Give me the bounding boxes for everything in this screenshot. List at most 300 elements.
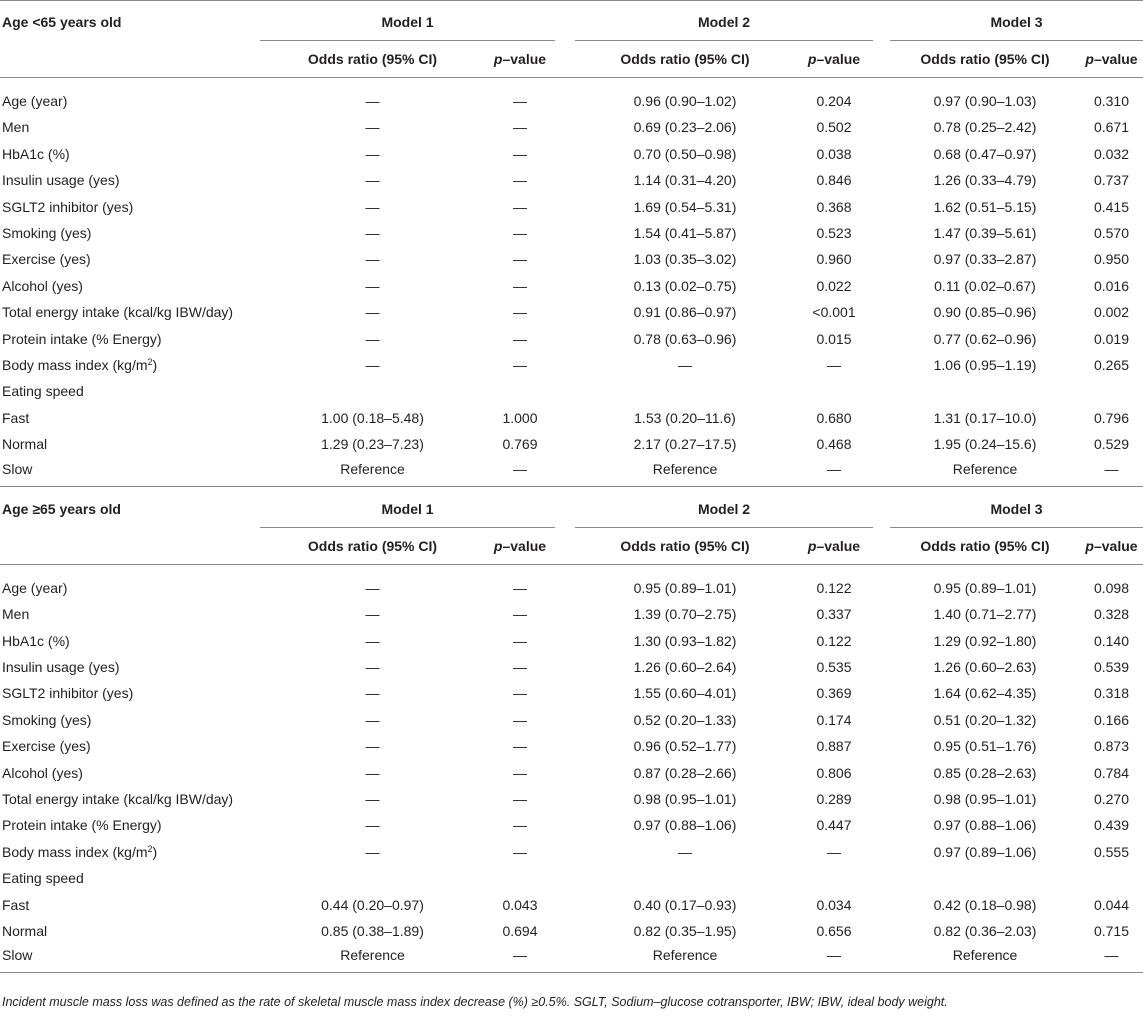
row-label-text: Men — [2, 119, 30, 136]
column-gap — [873, 760, 890, 786]
row-label — [0, 220, 260, 246]
column-gap — [873, 299, 890, 325]
model-1-or: Reference — [260, 944, 485, 973]
row-label — [0, 628, 260, 654]
row-label-text: Alcohol (yes) — [2, 277, 83, 294]
column-gap — [873, 654, 890, 680]
row-label — [0, 601, 260, 627]
model-3-or: 1.47 (0.39–5.61) — [933, 225, 1037, 242]
model-2-or: 0.96 (0.90–1.02) — [633, 93, 737, 109]
model-3-or: 0.97 (0.90–1.03) — [933, 93, 1037, 109]
column-gap — [555, 601, 575, 627]
table-row — [0, 78, 1143, 115]
model-3-p: 0.044 — [1093, 896, 1130, 913]
model-2-or: 0.70 (0.50–0.98) — [633, 145, 737, 162]
model-2-p: 0.960 — [816, 251, 852, 268]
model-2-p: — — [795, 458, 873, 487]
column-gap — [555, 220, 575, 246]
p-suffix: –value — [816, 51, 861, 67]
column-gap — [873, 78, 890, 115]
model-2-or: 0.52 (0.20–1.33) — [633, 711, 737, 728]
model-2-p: 0.022 — [816, 277, 852, 294]
table-row — [0, 892, 1143, 918]
model-3-p: 0.318 — [1093, 685, 1130, 702]
model-3-p-header — [1080, 41, 1143, 78]
model-1-or: — — [365, 738, 380, 755]
model-3-or: 0.51 (0.20–1.32) — [933, 711, 1037, 728]
model-3-p: 0.555 — [1093, 843, 1130, 860]
model-2-p: 0.369 — [816, 685, 852, 702]
model-1-header: Model 1 — [260, 486, 555, 527]
model-3-or: 0.98 (0.95–1.01) — [933, 790, 1037, 807]
p-suffix: –value — [816, 537, 861, 554]
model-2-p: — — [827, 843, 841, 860]
model-1-p: 1.000 — [502, 409, 538, 426]
model-2-p: 0.368 — [816, 198, 852, 215]
model-3-p: 0.310 — [1093, 93, 1130, 109]
row-label — [0, 405, 260, 431]
blank-header — [0, 527, 260, 564]
column-header-row — [0, 41, 1143, 78]
column-gap — [873, 431, 890, 457]
row-label-text: SGLT2 inhibitor (yes) — [2, 198, 134, 215]
model-3-p: 0.270 — [1093, 790, 1130, 807]
model-2-or: 0.87 (0.28–2.66) — [633, 764, 737, 781]
model-1-p: — — [513, 145, 527, 162]
model-2-or: 1.54 (0.41–5.87) — [633, 225, 737, 242]
model-2-or: 0.95 (0.89–1.01) — [633, 579, 737, 596]
table-row — [0, 326, 1143, 352]
model-1-p: — — [513, 93, 527, 109]
table-row — [0, 114, 1143, 140]
column-gap — [555, 405, 575, 431]
table-row — [0, 431, 1143, 457]
model-3-or: 1.26 (0.33–4.79) — [933, 172, 1037, 189]
model-2-or: Reference — [575, 944, 795, 973]
row-label-text: Total energy intake (kcal/kg IBW/day) — [2, 790, 234, 807]
table-row — [0, 141, 1143, 167]
table-row — [0, 654, 1143, 680]
model-2-or: 1.30 (0.93–1.82) — [633, 632, 737, 649]
model-2-p: — — [827, 357, 841, 374]
column-gap — [555, 865, 575, 891]
model-3-p: 0.166 — [1093, 711, 1130, 728]
model-1-p: — — [513, 764, 527, 781]
column-gap — [555, 786, 575, 812]
model-1-p: 0.769 — [502, 436, 538, 453]
p-suffix: –value — [1093, 51, 1138, 67]
row-label — [0, 944, 260, 973]
column-gap — [873, 141, 890, 167]
row-label-text: Insulin usage (yes) — [2, 658, 120, 675]
row-label-text: HbA1c (%) — [2, 145, 70, 162]
row-label — [0, 326, 260, 352]
model-2-p: 0.337 — [816, 606, 852, 623]
superscript: 2 — [147, 843, 153, 854]
row-label — [0, 680, 260, 706]
column-gap — [555, 944, 575, 973]
model-3-p: 0.140 — [1093, 632, 1130, 649]
model-1-p: — — [513, 198, 527, 215]
column-gap — [873, 486, 890, 527]
table-row — [0, 378, 1143, 404]
model-1-or: — — [365, 711, 380, 728]
column-gap — [873, 194, 890, 220]
model-3-p: 0.873 — [1093, 738, 1130, 755]
model-2-p: 0.502 — [816, 119, 852, 136]
model-1-p: — — [513, 172, 527, 189]
model-2-or: 0.96 (0.52–1.77) — [633, 738, 737, 755]
model-1-or: 1.00 (0.18–5.48) — [321, 409, 424, 426]
row-label — [0, 378, 260, 404]
model-1-or: — — [365, 198, 380, 215]
table-row — [0, 786, 1143, 812]
row-label-text: SGLT2 inhibitor (yes) — [2, 685, 134, 702]
model-1-or: — — [365, 172, 380, 189]
model-3-p: 0.439 — [1093, 817, 1130, 834]
model-2-p: 0.122 — [816, 579, 852, 596]
model-1-p: — — [513, 225, 527, 242]
table-row — [0, 601, 1143, 627]
p-suffix: –value — [502, 537, 547, 554]
column-gap — [555, 628, 575, 654]
model-1-or: — — [365, 119, 380, 136]
column-gap — [873, 0, 890, 41]
model-3-or: 0.11 (0.02–0.67) — [934, 277, 1036, 294]
model-2-p: <0.001 — [812, 304, 856, 321]
model-2-p: 0.523 — [816, 225, 852, 242]
row-label-text: Protein intake (% Energy) — [2, 330, 162, 347]
model-3-p: — — [1080, 944, 1143, 973]
model-3-p: 0.016 — [1093, 277, 1130, 294]
column-gap — [873, 944, 890, 973]
row-label-text: Exercise (yes) — [2, 738, 91, 755]
model-1-p: — — [513, 738, 527, 755]
p-italic: p — [493, 537, 503, 554]
row-label-text: Smoking (yes) — [2, 711, 92, 728]
row-label-text: Normal — [2, 922, 48, 939]
model-3-or: 0.85 (0.28–2.63) — [933, 764, 1037, 781]
model-1-or: — — [365, 304, 380, 321]
model-3-or: 1.31 (0.17–10.0) — [933, 409, 1037, 426]
column-header-row — [0, 527, 1143, 564]
row-label-text: Insulin usage (yes) — [2, 172, 120, 189]
column-gap — [873, 839, 890, 865]
model-3-p: 0.784 — [1093, 764, 1130, 781]
model-1-p — [485, 378, 555, 404]
model-3-or: 1.62 (0.51–5.15) — [933, 198, 1037, 215]
column-gap — [873, 733, 890, 759]
model-1-p: — — [513, 817, 527, 834]
model-2-p: 0.204 — [816, 93, 852, 109]
model-1-or: Reference — [260, 458, 485, 487]
model-1-p: — — [513, 606, 527, 623]
column-gap — [873, 352, 890, 378]
model-1-p: — — [513, 330, 527, 347]
column-gap — [873, 865, 890, 891]
column-gap — [873, 527, 890, 564]
column-gap — [873, 246, 890, 272]
model-2-or: 0.13 (0.02–0.75) — [633, 277, 737, 294]
model-3-p: 0.950 — [1093, 251, 1130, 268]
row-label-text: Body mass index (kg/m — [2, 357, 148, 374]
table-row — [0, 352, 1143, 378]
model-2-p: 0.887 — [816, 738, 852, 755]
model-1-p-header — [485, 527, 555, 564]
model-1-or: — — [365, 93, 380, 109]
model-1-p-header — [485, 41, 555, 78]
model-2-or: 1.53 (0.20–11.6) — [634, 409, 736, 426]
model-1-or: — — [365, 225, 380, 242]
model-1-p: — — [513, 658, 527, 675]
row-label — [0, 299, 260, 325]
table-row — [0, 918, 1143, 944]
model-3-p: 0.002 — [1093, 304, 1130, 321]
model-3-p — [1080, 378, 1143, 404]
column-gap — [873, 114, 890, 140]
model-2-or: 0.97 (0.88–1.06) — [633, 817, 737, 834]
model-1-or — [260, 865, 485, 891]
model-3-or: 1.29 (0.92–1.80) — [933, 632, 1037, 649]
row-label-text: Fast — [2, 896, 30, 913]
model-3-p: — — [1080, 458, 1143, 487]
section-header-row — [0, 0, 1143, 41]
column-gap — [873, 628, 890, 654]
model-1-p: — — [513, 711, 527, 728]
model-3-or: 1.06 (0.95–1.19) — [933, 357, 1037, 374]
model-1-or: — — [365, 790, 380, 807]
model-2-or: 1.14 (0.31–4.20) — [633, 172, 737, 189]
column-gap — [873, 786, 890, 812]
column-gap — [873, 707, 890, 733]
model-1-p: — — [513, 119, 527, 136]
row-label-text: Slow — [2, 460, 33, 477]
model-1-or: — — [365, 579, 380, 596]
table-row — [0, 299, 1143, 325]
row-label — [0, 865, 260, 891]
model-1-p: — — [513, 251, 527, 268]
model-1-or-header: Odds ratio (95% CI) — [260, 527, 485, 564]
model-1-p: — — [513, 277, 527, 294]
model-3-or: 0.82 (0.36–2.03) — [933, 922, 1037, 939]
model-2-or: — — [678, 357, 692, 374]
column-gap — [555, 378, 575, 404]
model-3-p: 0.796 — [1093, 409, 1130, 426]
model-3-or: 0.97 (0.88–1.06) — [933, 817, 1037, 834]
model-2-or: 0.78 (0.63–0.96) — [633, 330, 737, 347]
row-label-text: Age (year) — [2, 93, 68, 109]
column-gap — [873, 41, 890, 78]
model-3-header: Model 3 — [890, 0, 1143, 41]
model-1-p: 0.694 — [502, 922, 538, 939]
column-gap — [555, 707, 575, 733]
model-3-p: 0.570 — [1093, 225, 1130, 242]
superscript: 2 — [147, 357, 153, 368]
column-gap — [873, 812, 890, 838]
p-italic: p — [493, 51, 503, 67]
table-row — [0, 733, 1143, 759]
top-rule — [0, 0, 1143, 1]
column-gap — [555, 78, 575, 115]
column-gap — [555, 733, 575, 759]
column-gap — [555, 299, 575, 325]
model-2-p — [795, 865, 873, 891]
model-2-or: 1.03 (0.35–3.02) — [633, 251, 737, 268]
model-2-p: 0.468 — [816, 436, 852, 453]
row-label-text: Normal — [2, 436, 48, 453]
column-gap — [555, 141, 575, 167]
model-2-or: — — [678, 843, 692, 860]
column-gap — [555, 41, 575, 78]
model-2-or: 0.98 (0.95–1.01) — [633, 790, 737, 807]
model-2-p: 0.447 — [816, 817, 852, 834]
row-label-text: Slow — [2, 947, 33, 964]
column-gap — [873, 220, 890, 246]
row-label — [0, 458, 260, 487]
model-3-or: 0.95 (0.51–1.76) — [933, 738, 1037, 755]
row-label — [0, 707, 260, 733]
model-1-or: — — [365, 330, 380, 347]
model-2-or: 1.26 (0.60–2.64) — [633, 658, 737, 675]
model-2-p-header — [795, 527, 873, 564]
model-2-p: 0.122 — [816, 632, 852, 649]
table-row — [0, 944, 1143, 973]
model-1-p: — — [485, 458, 555, 487]
model-3-or-header: Odds ratio (95% CI) — [890, 41, 1080, 78]
model-3-p: 0.715 — [1093, 922, 1130, 939]
model-1-p: — — [513, 685, 527, 702]
column-gap — [555, 458, 575, 487]
row-label-text: Protein intake (% Energy) — [2, 817, 162, 834]
row-label — [0, 352, 260, 378]
model-2-or: 1.69 (0.54–5.31) — [633, 198, 737, 215]
table-row — [0, 220, 1143, 246]
column-gap — [555, 564, 575, 601]
model-1-or: — — [365, 251, 380, 268]
row-label-text: Exercise (yes) — [2, 251, 91, 268]
table-row — [0, 839, 1143, 865]
column-gap — [555, 654, 575, 680]
column-gap — [555, 527, 575, 564]
row-label — [0, 786, 260, 812]
model-1-or: — — [365, 764, 380, 781]
model-2-p: 0.806 — [816, 764, 852, 781]
model-2-p: 0.656 — [816, 922, 852, 939]
model-3-or: 0.90 (0.85–0.96) — [933, 304, 1037, 321]
model-2-p-header — [795, 41, 873, 78]
column-gap — [555, 352, 575, 378]
model-1-or: — — [365, 357, 380, 374]
model-1-or: — — [365, 817, 380, 834]
model-3-or: 0.97 (0.33–2.87) — [933, 251, 1037, 268]
model-3-or: 1.64 (0.62–4.35) — [933, 685, 1037, 702]
model-2-or: 0.69 (0.23–2.06) — [633, 119, 737, 136]
column-gap — [555, 114, 575, 140]
column-gap — [555, 326, 575, 352]
model-1-p: — — [513, 632, 527, 649]
model-2-p: 0.289 — [816, 790, 852, 807]
model-3-p: 0.265 — [1093, 357, 1130, 374]
column-gap — [873, 892, 890, 918]
table-row — [0, 273, 1143, 299]
column-gap — [873, 680, 890, 706]
row-label — [0, 918, 260, 944]
model-2-p: 0.174 — [816, 711, 852, 728]
row-label-text: Age (year) — [2, 579, 68, 596]
column-gap — [555, 760, 575, 786]
table-row — [0, 564, 1143, 601]
model-1-p: — — [513, 579, 527, 596]
table-row — [0, 812, 1143, 838]
model-3-or: 0.95 (0.89–1.01) — [933, 579, 1037, 596]
column-gap — [555, 486, 575, 527]
row-label — [0, 839, 260, 865]
model-3-p: 0.415 — [1093, 198, 1130, 215]
model-2-or-header: Odds ratio (95% CI) — [575, 527, 795, 564]
column-gap — [555, 0, 575, 41]
row-label — [0, 812, 260, 838]
model-1-p: — — [513, 843, 527, 860]
row-label-text: Fast — [2, 409, 30, 426]
table-row — [0, 760, 1143, 786]
table-row — [0, 194, 1143, 220]
model-2-or — [575, 378, 795, 404]
p-italic: p — [1085, 51, 1094, 67]
model-1-or: 0.85 (0.38–1.89) — [321, 922, 424, 939]
column-gap — [555, 839, 575, 865]
table-row — [0, 628, 1143, 654]
model-3-or: 0.68 (0.47–0.97) — [933, 145, 1037, 162]
model-1-p: — — [513, 357, 527, 374]
model-2-p: 0.034 — [816, 896, 852, 913]
model-3-or: 1.95 (0.24–15.6) — [933, 436, 1037, 453]
row-label — [0, 273, 260, 299]
model-1-p: — — [485, 944, 555, 973]
p-italic: p — [1085, 537, 1094, 554]
model-2-or: 0.91 (0.86–0.97) — [633, 304, 737, 321]
model-2-or: 1.39 (0.70–2.75) — [633, 606, 737, 623]
model-1-or: — — [365, 685, 380, 702]
p-italic: p — [807, 51, 817, 67]
model-1-or: — — [365, 843, 380, 860]
blank-header — [0, 41, 260, 78]
model-2-p: 0.846 — [816, 172, 852, 189]
column-gap — [873, 601, 890, 627]
table-row — [0, 458, 1143, 487]
model-3-or: 0.78 (0.25–2.42) — [933, 119, 1037, 136]
p-suffix: –value — [502, 51, 547, 67]
model-1-or: — — [365, 145, 380, 162]
column-gap — [555, 918, 575, 944]
model-2-header: Model 2 — [575, 486, 873, 527]
column-gap — [873, 405, 890, 431]
model-3-p — [1080, 865, 1143, 891]
row-label-text: Men — [2, 606, 30, 623]
column-gap — [873, 378, 890, 404]
row-label-text: Body mass index (kg/m — [2, 843, 148, 860]
row-label — [0, 564, 260, 601]
row-label — [0, 654, 260, 680]
table-footnote: Incident muscle mass loss was defined as the rate of skeletal muscle mass index decrease (%) ≥0.5%. SGLT, Sodium–glucose cotransporter, IBW; IBW, ideal body weight. — [2, 995, 948, 1009]
model-3-or: Reference — [890, 458, 1080, 487]
model-3-header: Model 3 — [890, 486, 1143, 527]
model-3-p: 0.019 — [1093, 330, 1130, 347]
row-label — [0, 246, 260, 272]
row-label — [0, 141, 260, 167]
row-label-end: ) — [152, 843, 158, 860]
model-2-or: Reference — [575, 458, 795, 487]
model-3-or: Reference — [890, 944, 1080, 973]
